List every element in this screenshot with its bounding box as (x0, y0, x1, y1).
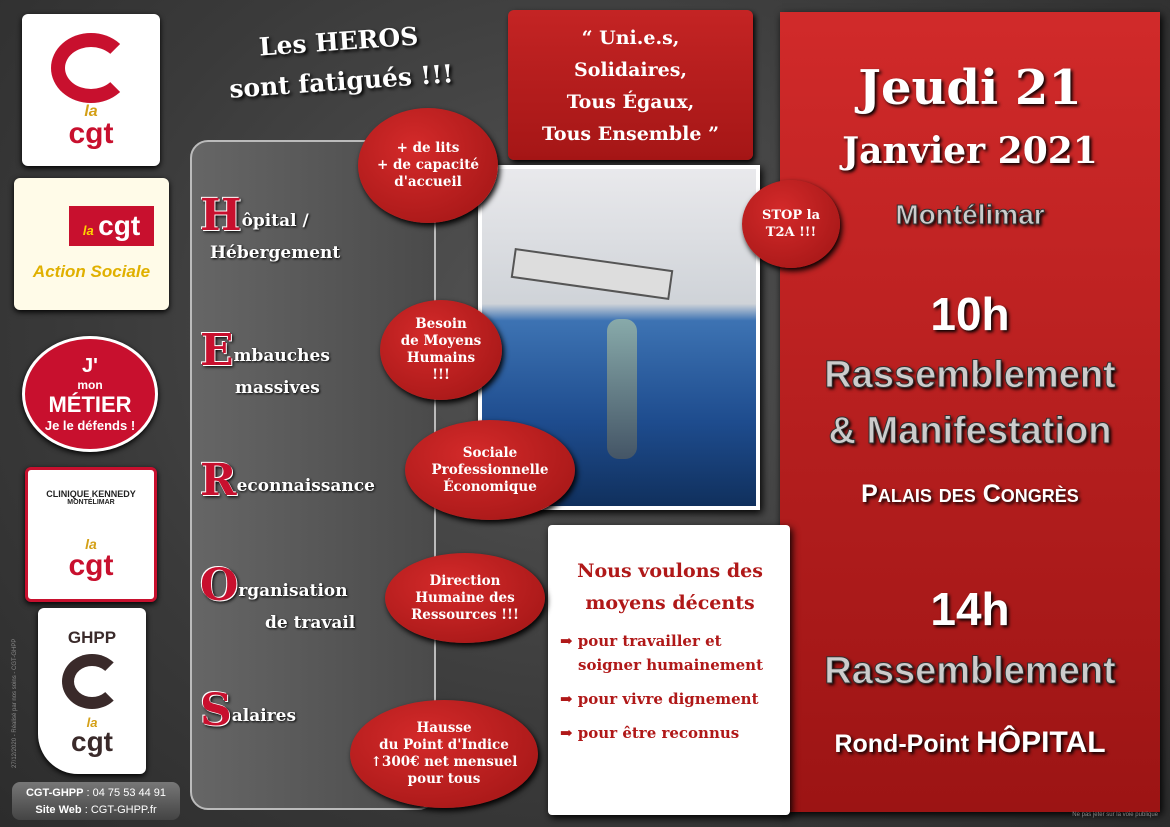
logo-cgt: cgt (71, 726, 113, 757)
logo-jaime-mon-metier (22, 336, 158, 452)
demand-item: ➡ pour travailler et soigner humainement (560, 632, 764, 674)
logo-defends: Je le défends ! (44, 418, 136, 433)
web-label: Site Web (35, 804, 82, 816)
logo-cgt-sante (22, 14, 160, 166)
logo-clinique-name: CLINIQUE KENNEDY (46, 489, 136, 499)
demands-heading: Nous voulons des moyens décents (577, 560, 763, 614)
quote-box: “ Uni.e.s, Solidaires, Tous Égaux, Tous Ensemble ” (508, 10, 753, 160)
bubble-stop-t2a: STOP la T2A !!! (742, 180, 840, 268)
logo-cgt-action-sociale (14, 178, 169, 310)
event-title-1b: & Manifestation (828, 410, 1112, 452)
contact-box (12, 782, 180, 820)
event-month: Janvier 2021 (842, 130, 1098, 172)
logo-town: MONTÉLIMAR (67, 499, 115, 506)
event-title-1a: Rassemblement (824, 354, 1116, 396)
logo-la: la (85, 536, 97, 552)
event-time-2: 14h (930, 583, 1010, 635)
event-panel (780, 12, 1160, 812)
demand-item: ➡ pour être reconnus (560, 724, 740, 742)
side-note: 27/12/2020 - Réalisé par nos soins - CGT-GHPP (12, 638, 18, 768)
logo-la: la (84, 103, 98, 120)
event-title-2: Rassemblement (824, 650, 1116, 692)
hero-o: Organisation de travail (200, 560, 356, 633)
hospital-bed (511, 248, 674, 300)
logo-clinique-kennedy (25, 467, 157, 602)
hero-h: Hôpital / Hébergement (200, 190, 341, 263)
event-day: Jeudi 21 (858, 60, 1082, 116)
demand-item: ➡ pour vivre dignement (560, 690, 759, 708)
hero-r: Reconnaissance (200, 455, 375, 506)
hero-s: Salaires (200, 685, 297, 736)
footer-note: Ne pas jeter sur la voie publique (1072, 812, 1158, 818)
logo-heart-shape (51, 33, 131, 103)
website: : CGT-GHPP.fr (84, 804, 157, 816)
logo-ghpp-text: GHPP (67, 628, 117, 647)
logo-mon: mon (77, 378, 103, 392)
bubble-lits: + de lits + de capacité d'accueil (358, 108, 498, 223)
logo-cgt: cgt (68, 117, 114, 150)
logo-cgt: cgt (98, 210, 141, 241)
bubble-drh: Direction Humaine des Ressources !!! (385, 553, 545, 643)
logo-la: la (82, 223, 94, 238)
demands-box (548, 525, 790, 815)
poster-title (198, 12, 483, 111)
event-time-1: 10h (930, 288, 1010, 340)
title-line-1: Les HEROS (257, 21, 420, 62)
logo-la: la (86, 715, 98, 730)
hero-e: Embauches massives (200, 325, 330, 398)
logo-ghpp (38, 608, 146, 774)
phone-label: CGT-GHPP (25, 787, 84, 799)
event-place-2a: Rond-Point (834, 730, 977, 758)
phone-number: : 04 75 53 44 91 (86, 787, 167, 799)
bubble-salaires: Hausse du Point d'Indice ↑300€ net mensuel pour tous (350, 700, 538, 808)
event-city: Montélimar (895, 199, 1045, 230)
logo-action-sociale: Action Sociale (32, 262, 151, 281)
logo-cgt: cgt (68, 549, 114, 582)
caregiver-figure (607, 319, 637, 459)
event-place-2b: HÔPITAL (976, 726, 1106, 759)
bubble-moyens: Besoin de Moyens Humains !!! (380, 300, 502, 400)
event-place-1: Palais des Congrès (861, 480, 1079, 508)
title-line-2: sont fatigués !!! (228, 59, 455, 104)
logo-metier: MÉTIER (48, 392, 132, 417)
bubble-reconnaissance: Sociale Professionnelle Économique (405, 420, 575, 520)
logo-j: J' (82, 355, 98, 377)
